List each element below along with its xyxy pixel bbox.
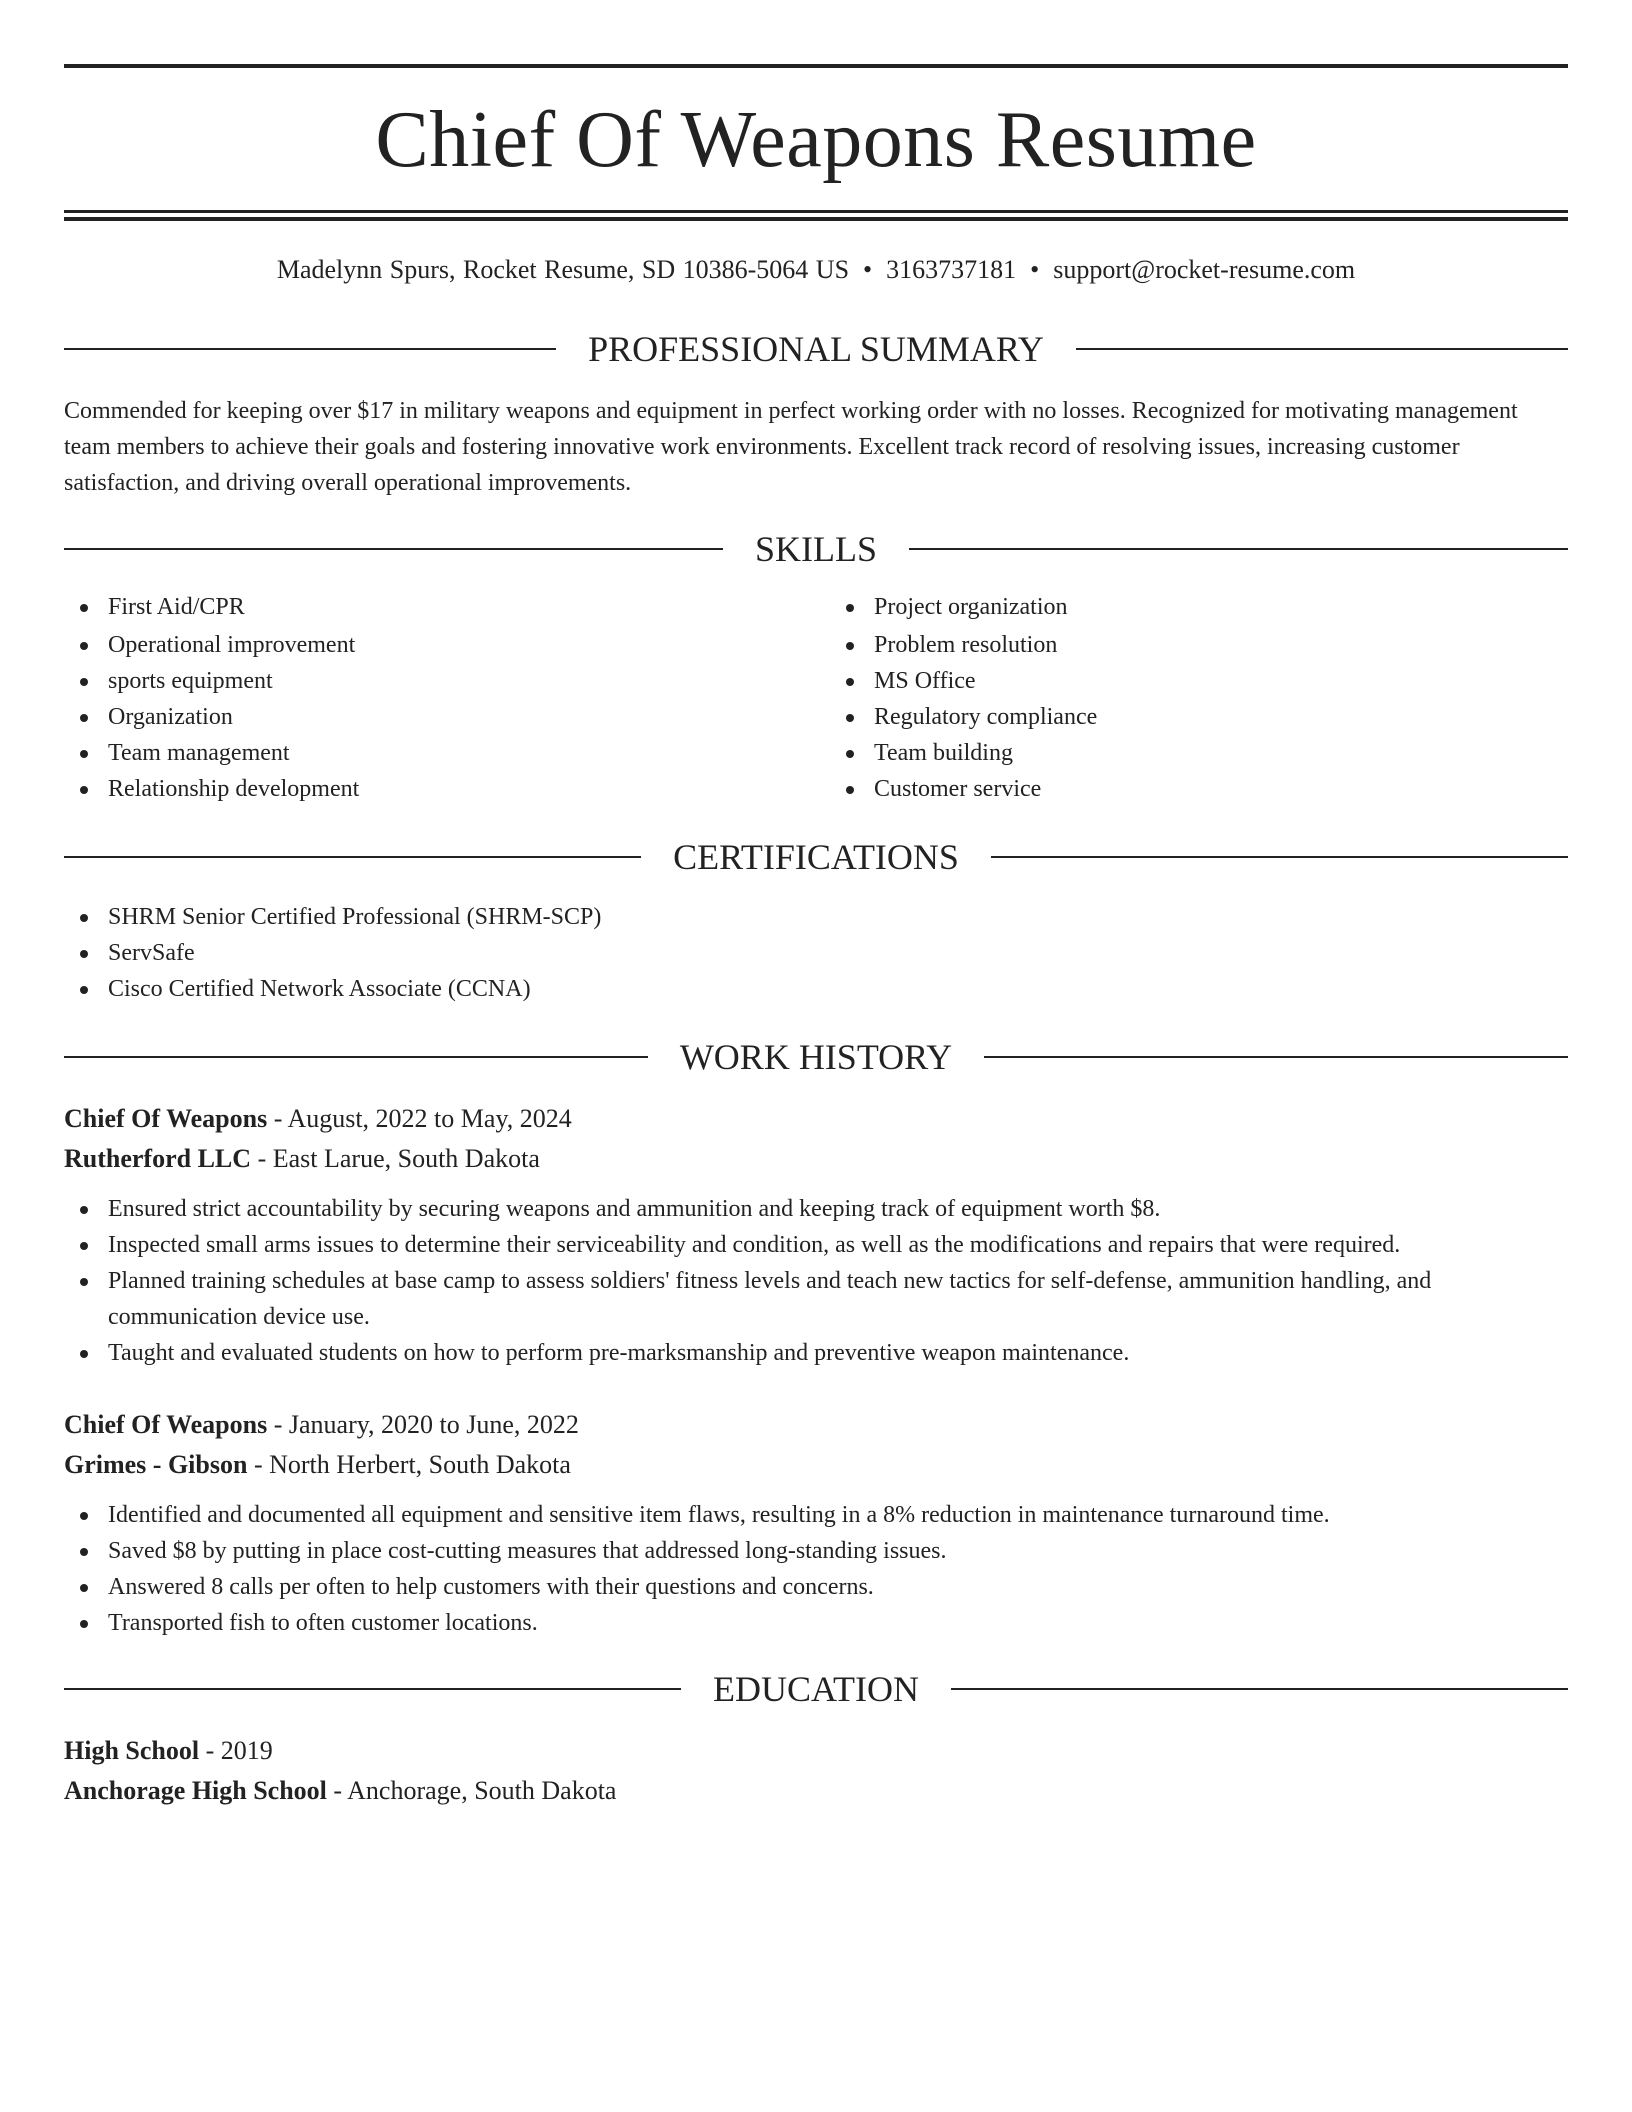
- certifications-heading: CERTIFICATIONS: [673, 837, 959, 877]
- job-entry: [64, 1405, 1568, 1641]
- section-heading-skills: [64, 531, 1568, 567]
- page-title: Chief Of Weapons Resume: [375, 96, 1257, 184]
- job-title: Chief Of Weapons: [64, 1410, 268, 1439]
- job-duty-item: Identified and documented all equipment and sensitive item flaws, resulting in a 8% reduction in maintenance turnaround time.: [64, 1497, 1568, 1533]
- education-location: - Anchorage, South Dakota: [326, 1776, 617, 1805]
- contact-phone: 3163737181: [886, 255, 1017, 284]
- skill-item: Regulatory compliance: [830, 699, 1568, 735]
- heading-rule: [991, 856, 1568, 858]
- heading-rule: [64, 548, 723, 550]
- job-duty-item: Ensured strict accountability by securing weapons and ammunition and keeping track of equipment worth $8.: [64, 1191, 1568, 1227]
- job-duties: [64, 1191, 1568, 1371]
- education-degree-line: [64, 1731, 1568, 1771]
- contact-separator: •: [1030, 255, 1040, 284]
- skill-item: Operational improvement: [64, 627, 816, 663]
- contact-line: [64, 257, 1568, 283]
- skill-item: Project organization: [830, 589, 1568, 625]
- section-heading-certifications: [64, 839, 1568, 875]
- skill-item: Relationship development: [64, 771, 816, 807]
- work-heading: WORK HISTORY: [679, 1037, 953, 1077]
- job-duty-item: Transported fish to often customer locations.: [64, 1605, 1568, 1641]
- summary-text: Commended for keeping over $17 in military weapons and equipment in perfect working order with no losses. Recognized for motivating management team members to achieve their goals and fostering innovative work environments. Excellent track record of resolving issues, increasing customer satisfaction, and driving overall operational improvements.: [64, 398, 1518, 496]
- title-double-rule: [64, 210, 1568, 221]
- section-heading-education: [64, 1671, 1568, 1707]
- education-degree: High School: [64, 1736, 200, 1765]
- contact-separator: •: [863, 255, 873, 284]
- job-entry: [64, 1099, 1568, 1371]
- job-duty-item: Answered 8 calls per often to help customers with their questions and concerns.: [64, 1569, 1568, 1605]
- job-title-line: [64, 1099, 1568, 1139]
- certification-item: Cisco Certified Network Associate (CCNA): [64, 971, 1568, 1007]
- skill-item: Team management: [64, 735, 816, 771]
- job-company: Rutherford LLC: [64, 1144, 252, 1173]
- job-company-line: [64, 1445, 1568, 1485]
- education-year: - 2019: [199, 1736, 273, 1765]
- job-location: - North Herbert, South Dakota: [247, 1450, 571, 1479]
- job-duty-item: Inspected small arms issues to determine their serviceability and condition, as well as the modifications and repairs that were required.: [64, 1227, 1568, 1263]
- education-school-line: [64, 1771, 1568, 1811]
- job-company-line: [64, 1139, 1568, 1179]
- skill-item: Organization: [64, 699, 816, 735]
- education-heading: EDUCATION: [713, 1669, 919, 1709]
- skill-item: Customer service: [830, 771, 1568, 807]
- skill-item: Team building: [830, 735, 1568, 771]
- heading-rule: [64, 348, 556, 350]
- job-title-line: [64, 1405, 1568, 1445]
- section-heading-summary: [64, 331, 1568, 367]
- skills-column-left: [64, 589, 816, 807]
- skills-column-right: [816, 589, 1568, 807]
- heading-rule: [909, 548, 1568, 550]
- skills-list: [64, 589, 1568, 807]
- skill-item: sports equipment: [64, 663, 816, 699]
- job-duty-item: Planned training schedules at base camp to assess soldiers' fitness levels and teach new tactics for self-defense, ammunition handling, and communication device use.: [64, 1263, 1568, 1335]
- resume-page: [64, 64, 1568, 1811]
- heading-rule: [951, 1688, 1568, 1690]
- job-duty-item: Taught and evaluated students on how to perform pre-marksmanship and preventive weapon maintenance.: [64, 1335, 1568, 1371]
- heading-rule: [1076, 348, 1568, 350]
- summary-heading: PROFESSIONAL SUMMARY: [588, 329, 1044, 369]
- heading-rule: [64, 1688, 681, 1690]
- job-dates: - August, 2022 to May, 2024: [267, 1104, 572, 1133]
- contact-address: Madelynn Spurs, Rocket Resume, SD 10386-5064 US: [276, 255, 850, 284]
- job-duties: [64, 1497, 1568, 1641]
- skill-item: First Aid/CPR: [64, 589, 816, 625]
- top-rule: [64, 64, 1568, 68]
- contact-email: support@rocket-resume.com: [1053, 255, 1356, 284]
- certification-item: SHRM Senior Certified Professional (SHRM-SCP): [64, 899, 1568, 935]
- certifications-list: [64, 899, 1568, 1007]
- heading-rule: [984, 1056, 1568, 1058]
- skill-item: Problem resolution: [830, 627, 1568, 663]
- certification-item: ServSafe: [64, 935, 1568, 971]
- heading-rule: [64, 856, 641, 858]
- job-dates: - January, 2020 to June, 2022: [267, 1410, 579, 1439]
- job-duty-item: Saved $8 by putting in place cost-cutting measures that addressed long-standing issues.: [64, 1533, 1568, 1569]
- section-heading-work: [64, 1039, 1568, 1075]
- skills-heading: SKILLS: [755, 529, 878, 569]
- job-company: Grimes - Gibson: [64, 1450, 248, 1479]
- skill-item: MS Office: [830, 663, 1568, 699]
- job-location: - East Larue, South Dakota: [251, 1144, 540, 1173]
- education-school: Anchorage High School: [64, 1776, 327, 1805]
- job-title: Chief Of Weapons: [64, 1104, 268, 1133]
- heading-rule: [64, 1056, 648, 1058]
- education-entry: [64, 1731, 1568, 1811]
